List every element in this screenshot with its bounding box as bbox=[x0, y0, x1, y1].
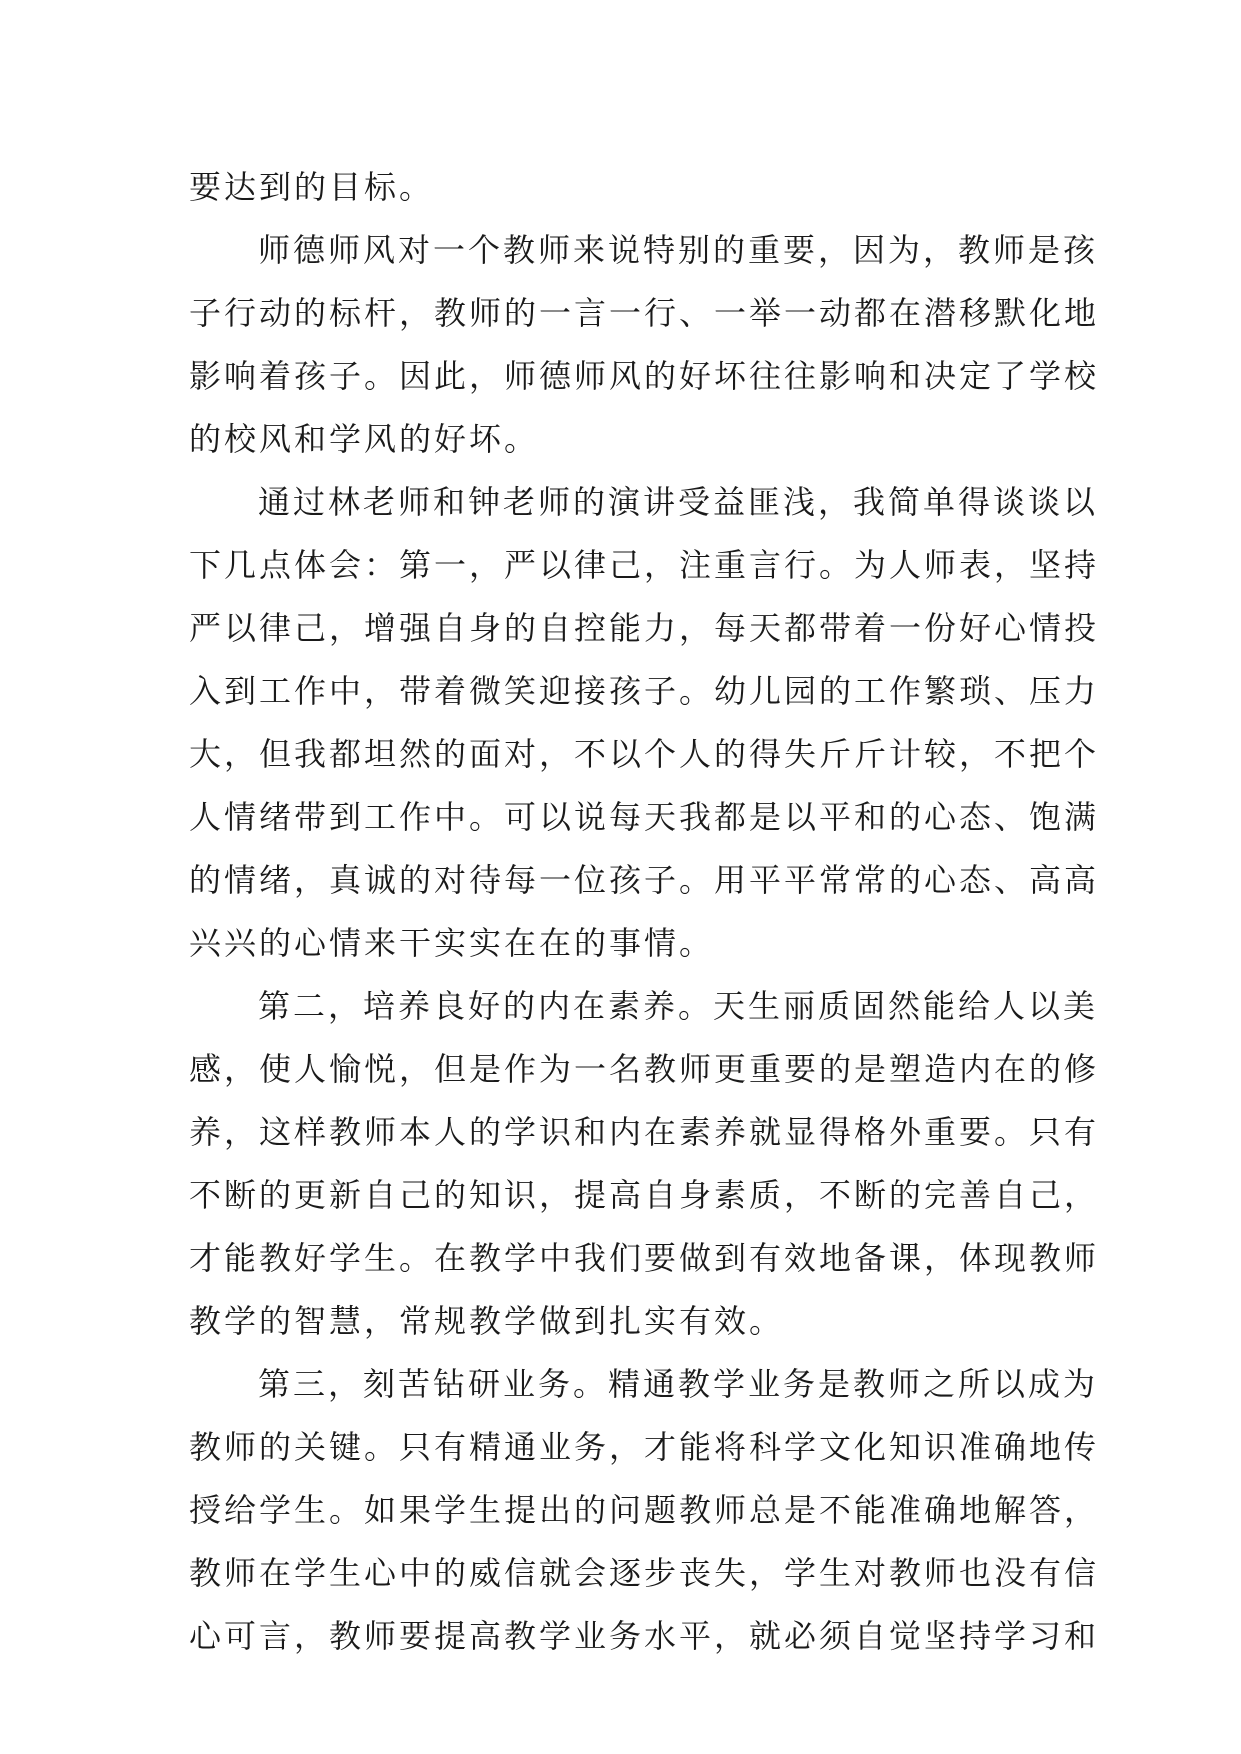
text-line: 心可言，教师要提高教学业务水平，就必须自觉坚持学习和 bbox=[189, 1617, 1100, 1655]
text-line: 教师的关键。只有精通业务，才能将科学文化知识准确地传 bbox=[189, 1428, 1100, 1466]
text-line: 教学的智慧，常规教学做到扎实有效。 bbox=[189, 1302, 785, 1340]
text-line: 感，使人愉悦，但是作为一名教师更重要的是塑造内在的修 bbox=[189, 1050, 1100, 1088]
text-line: 师德师风对一个教师来说特别的重要，因为，教师是孩 bbox=[258, 231, 1099, 269]
text-line: 教师在学生心中的威信就会逐步丧失，学生对教师也没有信 bbox=[189, 1554, 1100, 1592]
text-line: 影响着孩子。因此，师德师风的好坏往往影响和决定了学校 bbox=[189, 357, 1100, 395]
text-line: 通过林老师和钟老师的演讲受益匪浅，我简单得谈谈以 bbox=[258, 483, 1099, 521]
text-line: 严以律己，增强自身的自控能力，每天都带着一份好心情投 bbox=[189, 609, 1100, 647]
text-line: 大，但我都坦然的面对，不以个人的得失斤斤计较，不把个 bbox=[189, 735, 1100, 773]
text-line: 要达到的目标。 bbox=[189, 168, 435, 206]
text-line: 的情绪，真诚的对待每一位孩子。用平平常常的心态、高高 bbox=[189, 861, 1100, 899]
text-line: 不断的更新自己的知识，提高自身素质，不断的完善自己， bbox=[189, 1176, 1100, 1214]
text-line: 养，这样教师本人的学识和内在素养就显得格外重要。只有 bbox=[189, 1113, 1100, 1151]
text-line: 入到工作中，带着微笑迎接孩子。幼儿园的工作繁琐、压力 bbox=[189, 672, 1100, 710]
body-text bbox=[189, 156, 1100, 1668]
text-line: 下几点体会：第一，严以律己，注重言行。为人师表，坚持 bbox=[189, 546, 1100, 584]
text-line: 才能教好学生。在教学中我们要做到有效地备课，体现教师 bbox=[189, 1239, 1100, 1277]
text-line: 第二，培养良好的内在素养。天生丽质固然能给人以美 bbox=[258, 987, 1099, 1025]
text-line: 兴兴的心情来干实实在在的事情。 bbox=[189, 924, 715, 962]
text-line: 子行动的标杆，教师的一言一行、一举一动都在潜移默化地 bbox=[189, 294, 1100, 332]
text-line: 授给学生。如果学生提出的问题教师总是不能准确地解答， bbox=[189, 1491, 1100, 1529]
text-line: 的校风和学风的好坏。 bbox=[189, 420, 540, 458]
text-line: 人情绪带到工作中。可以说每天我都是以平和的心态、饱满 bbox=[189, 798, 1100, 836]
text-line: 第三，刻苦钻研业务。精通教学业务是教师之所以成为 bbox=[258, 1365, 1099, 1403]
